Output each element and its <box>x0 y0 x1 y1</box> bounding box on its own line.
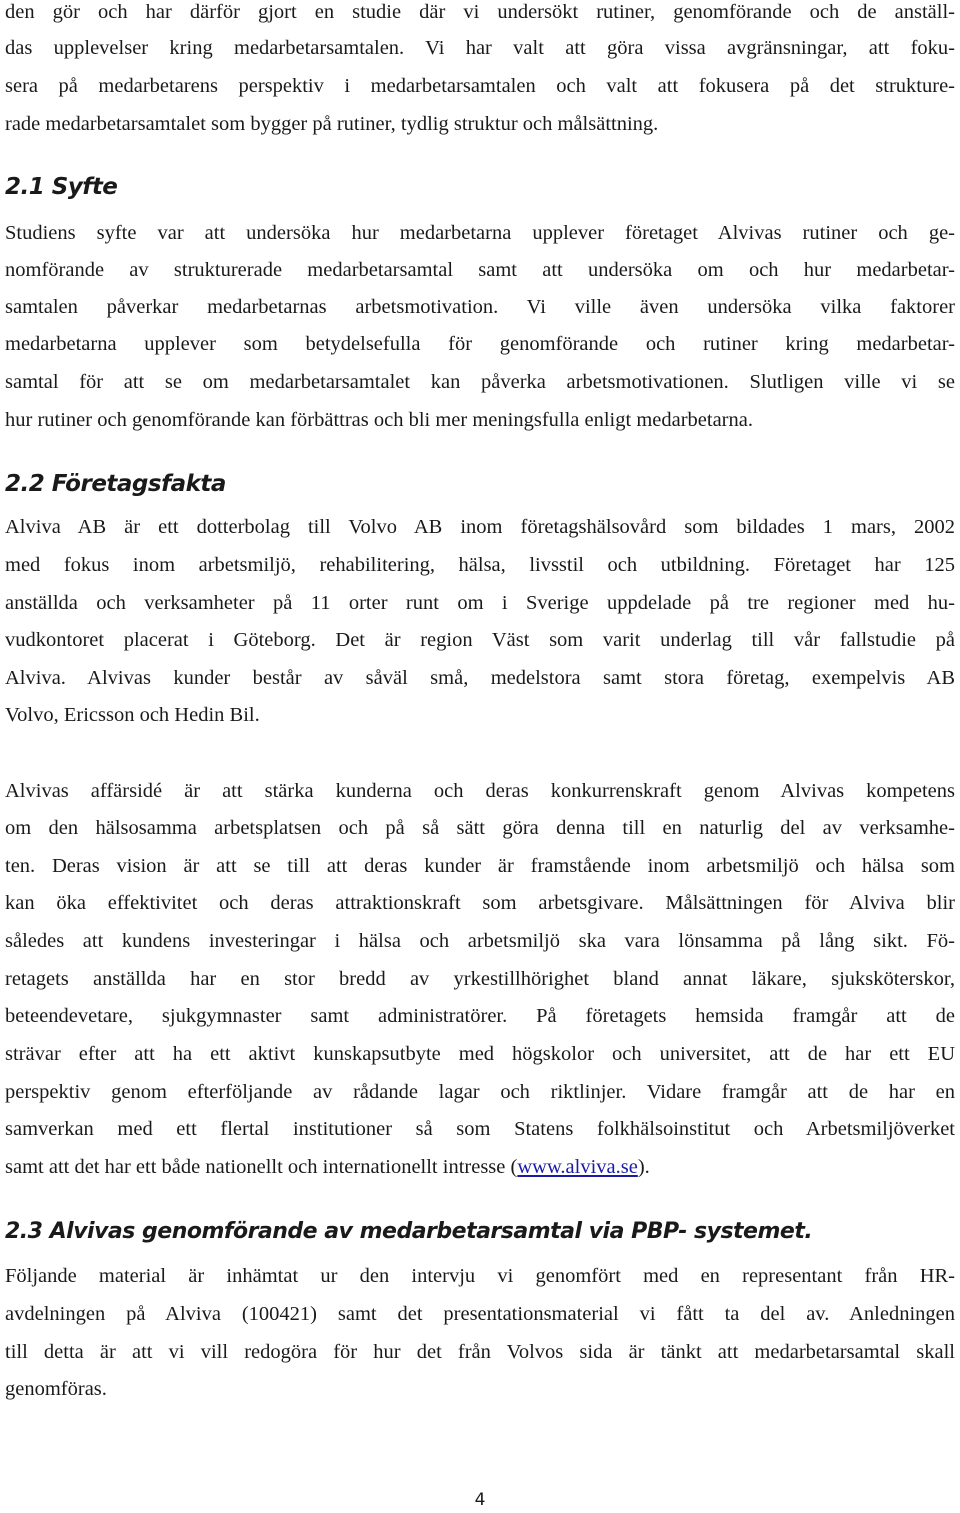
text-line: Alvivas affärsidé är att stärka kunderna och deras konkurrenskraft genom Alvivas kompetens <box>5 780 955 802</box>
text-fragment: samt att det har ett både nationellt och internationellt intresse ( <box>5 1156 518 1178</box>
text-line: Följande material är inhämtat ur den intervju vi genomfört med en representant från HR- <box>5 1265 955 1287</box>
text-line: rade medarbetarsamtalet som bygger på rutiner, tydlig struktur och målsättning. <box>5 113 659 135</box>
text-line: avdelningen på Alviva (100421) samt det presentationsmaterial vi fått ta del av. Anledningen <box>5 1303 955 1325</box>
text-line: strävar efter att ha ett aktivt kunskapsutbyte med högskolor och universitet, att de har ett EU <box>5 1043 955 1065</box>
text-line: således att kundens investeringar i hälsa och arbetsmiljö ska vara lönsamma på lång sikt. Fö- <box>5 930 955 952</box>
text-line: samtal för att se om medarbetarsamtalet kan påverka arbetsmotivationen. Slutligen ville vi se <box>5 371 955 393</box>
text-line: samverkan med ett flertal institutioner så som Statens folkhälsoinstitut och Arbetsmiljöverket <box>5 1118 955 1140</box>
text-line: retagets anställda har en stor bredd av yrkestillhörighet bland annat läkare, sjuksköterskor, <box>5 968 955 990</box>
text-line: Studiens syfte var att undersöka hur medarbetarna upplever företaget Alvivas rutiner och ge- <box>5 222 955 244</box>
text-line: till detta är att vi vill redogöra för hur det från Volvos sida är tänkt att medarbetarsamtal skall <box>5 1341 955 1363</box>
text-line: hur rutiner och genomförande kan förbättras och bli mer meningsfulla enligt medarbetarna. <box>5 409 753 431</box>
alviva-website-link[interactable]: www.alviva.se <box>517 1156 638 1178</box>
text-line: om den hälsosamma arbetsplatsen och på så sätt göra denna till en naturlig del av verksamhe- <box>5 817 955 839</box>
text-line: medarbetarna upplever som betydelsefulla för genomförande och rutiner kring medarbetar- <box>5 333 955 355</box>
text-line: Volvo, Ericsson och Hedin Bil. <box>5 704 260 726</box>
text-line: kan öka effektivitet och deras attraktionskraft som arbetsgivare. Målsättningen för Alviva blir <box>5 892 955 914</box>
text-line: den gör och har därför gjort en studie där vi undersökt rutiner, genomförande och de anställ- <box>5 1 955 23</box>
text-line: beteendevetare, sjukgymnaster samt administratörer. På företagets hemsida framgår att de <box>5 1005 955 1027</box>
text-fragment: ). <box>637 1156 650 1178</box>
text-line-with-link <box>5 1155 650 1179</box>
text-line: ten. Deras vision är att se till att deras kunder är framstående inom arbetsmiljö och hälsa som <box>5 855 955 877</box>
text-line: das upplevelser kring medarbetarsamtalen. Vi har valt att göra vissa avgränsningar, att foku- <box>5 37 955 59</box>
text-line: nomförande av strukturerade medarbetarsamtal samt att undersöka om och hur medarbetar- <box>5 259 955 281</box>
text-line: genomföras. <box>5 1378 107 1400</box>
section-heading-foretagsfakta: 2.2 Företagsfakta <box>5 471 226 497</box>
text-line: perspektiv genom efterföljande av rådande lagar och riktlinjer. Vidare framgår att de har en <box>5 1081 955 1103</box>
section-heading-genomforande: 2.3 Alvivas genomförande av medarbetarsamtal via PBP- systemet. <box>5 1219 813 1244</box>
page-number: 4 <box>474 1490 486 1510</box>
text-line: med fokus inom arbetsmiljö, rehabilitering, hälsa, livsstil och utbildning. Företaget har 125 <box>5 554 955 576</box>
text-line: samtalen påverkar medarbetarnas arbetsmotivation. Vi ville även undersöka vilka faktorer <box>5 296 955 318</box>
section-heading-syfte: 2.1 Syfte <box>5 174 118 200</box>
text-line: anställda och verksamheter på 11 orter runt om i Sverige uppdelade på tre regioner med hu- <box>5 592 955 614</box>
text-line: Alviva. Alvivas kunder består av såväl små, medelstora samt stora företag, exempelvis AB <box>5 667 955 689</box>
text-line: Alviva AB är ett dotterbolag till Volvo AB inom företagshälsovård som bildades 1 mars, 2002 <box>5 516 955 538</box>
text-line: sera på medarbetarens perspektiv i medarbetarsamtalen och valt att fokusera på det strukture- <box>5 75 955 97</box>
text-line: vudkontoret placerat i Göteborg. Det är region Väst som varit underlag till vår fallstudie på <box>5 629 955 651</box>
